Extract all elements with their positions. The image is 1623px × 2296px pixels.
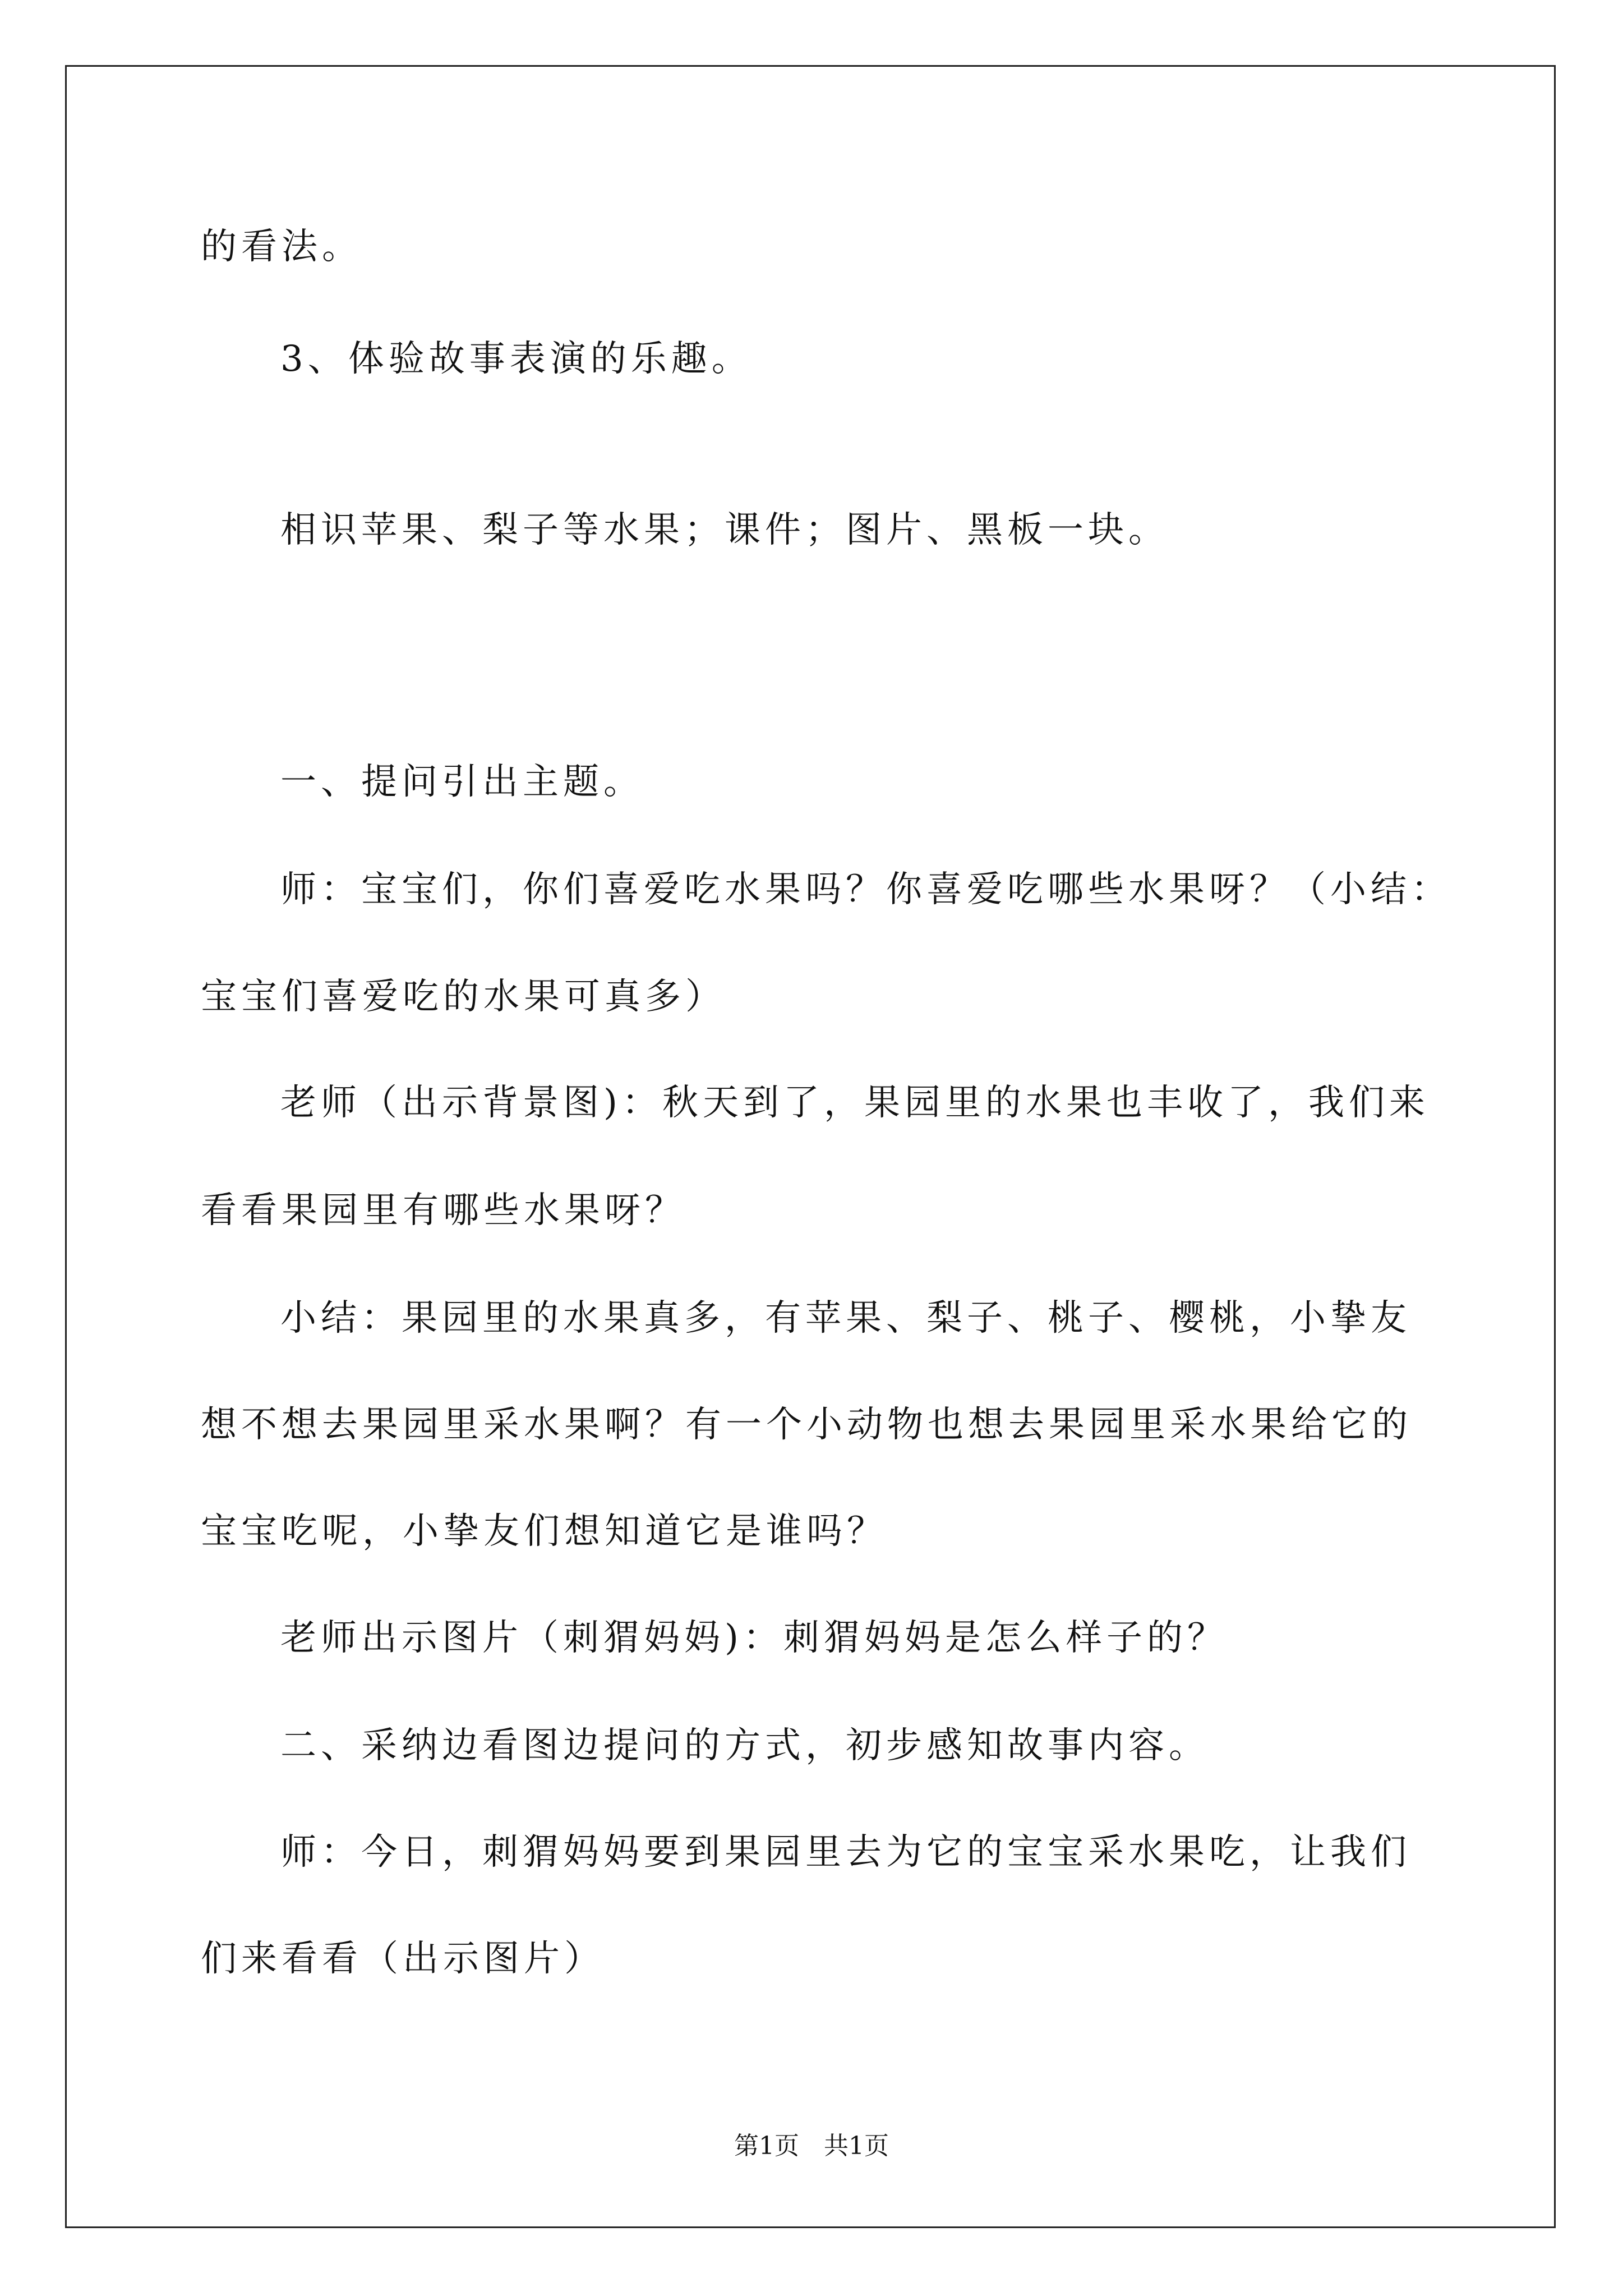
- page-number-footer: 第1页 共1页: [734, 2132, 889, 2160]
- page-border: [65, 65, 1556, 2228]
- text-line: 师：宝宝们，你们喜爱吃水果吗？你喜爱吃哪些水果呀？（小结：: [280, 869, 1451, 910]
- text-line: 老师出示图片（刺猬妈妈)：刺猬妈妈是怎么样子的？: [280, 1617, 1228, 1659]
- text-line: 想不想去果园里采水果啊？有一个小动物也想去果园里采水果给它的: [201, 1404, 1412, 1446]
- text-line: 相识苹果、梨子等水果；课件；图片、黑板一块。: [280, 509, 1169, 551]
- text-line: 3、体验故事表演的乐趣。: [280, 338, 752, 380]
- text-line: 一、提问引出主题。: [280, 761, 644, 803]
- text-line: 二、采纳边看图边提问的方式，初步感知故事内容。: [280, 1725, 1209, 1766]
- text-line: 看看果园里有哪些水果呀？: [201, 1190, 685, 1231]
- text-line: 的看法。: [201, 226, 362, 268]
- text-line: 宝宝们喜爱吃的水果可真多）: [201, 976, 726, 1018]
- text-line: 们来看看（出示图片）: [201, 1938, 605, 1980]
- text-line: 老师（出示背景图)：秋天到了，果园里的水果也丰收了，我们来: [280, 1082, 1430, 1124]
- text-line: 小结：果园里的水果真多，有苹果、梨子、桃子、樱桃，小挚友: [280, 1297, 1411, 1339]
- text-line: 宝宝吃呢，小挚友们想知道它是谁吗？: [201, 1511, 887, 1552]
- text-line: 师：今日，刺猬妈妈要到果园里去为它的宝宝采水果吃，让我们: [280, 1832, 1411, 1873]
